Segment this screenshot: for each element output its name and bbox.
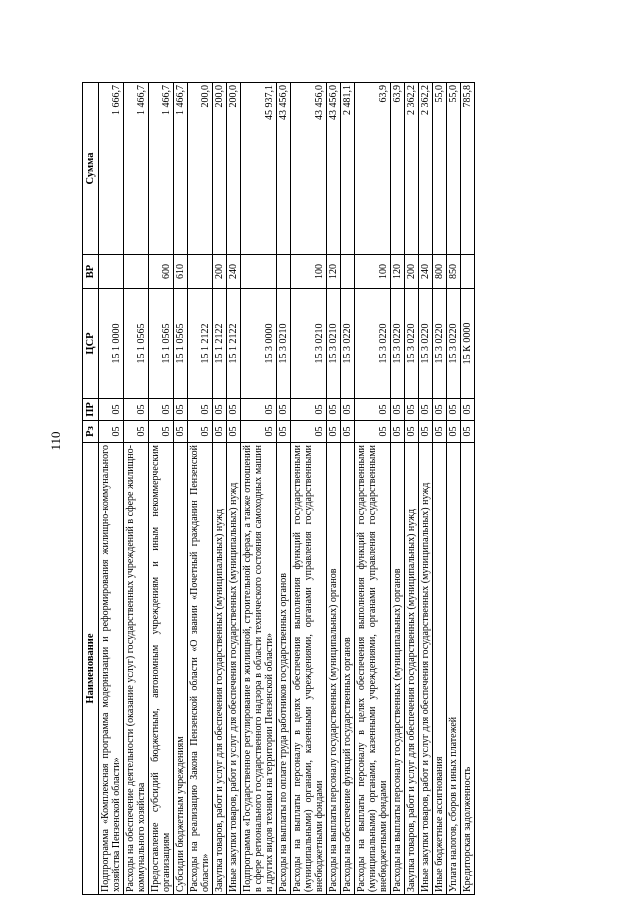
cell-pr: 05 xyxy=(341,399,355,421)
cell-vr: 120 xyxy=(391,255,405,289)
cell-csr: 15 1 2122 xyxy=(213,289,227,399)
cell-vr xyxy=(188,255,213,289)
cell-sum: 43 456,0 xyxy=(327,83,341,255)
cell-rz: 05 xyxy=(277,421,291,443)
header-name: Наименование xyxy=(83,443,99,895)
cell-vr: 610 xyxy=(174,255,188,289)
cell-name: Расходы на обеспечение деятельности (оказание услуг) государственных учреждений в сфере жилищно-коммунального хозяйства xyxy=(124,443,149,895)
table-row xyxy=(341,83,355,895)
cell-name: Закупка товаров, работ и услуг для обеспечения государственных (муниципальных) нужд xyxy=(405,443,419,895)
cell-pr: 05 xyxy=(188,399,213,421)
cell-rz: 05 xyxy=(419,421,433,443)
cell-rz: 05 xyxy=(213,421,227,443)
cell-sum: 1 466,7 xyxy=(174,83,188,255)
cell-vr xyxy=(341,255,355,289)
cell-sum: 1 466,7 xyxy=(149,83,174,255)
header-sum: Сумма xyxy=(83,83,99,255)
cell-csr: 15 3 0220 xyxy=(405,289,419,399)
cell-rz: 05 xyxy=(433,421,447,443)
cell-pr: 05 xyxy=(327,399,341,421)
cell-rz: 05 xyxy=(241,421,277,443)
cell-rz: 05 xyxy=(227,421,241,443)
cell-csr: 15 3 0220 xyxy=(447,289,461,399)
cell-vr: 240 xyxy=(419,255,433,289)
cell-sum: 45 937,1 xyxy=(241,83,277,255)
table-row xyxy=(327,83,341,895)
cell-pr: 05 xyxy=(419,399,433,421)
cell-vr: 600 xyxy=(149,255,174,289)
cell-vr: 850 xyxy=(447,255,461,289)
cell-csr: 15 К 0000 xyxy=(461,289,475,399)
table-row xyxy=(419,83,433,895)
cell-rz: 05 xyxy=(391,421,405,443)
table-row xyxy=(188,83,213,895)
cell-pr: 05 xyxy=(149,399,174,421)
cell-pr: 05 xyxy=(461,399,475,421)
cell-vr xyxy=(461,255,475,289)
table-body xyxy=(99,83,475,895)
cell-vr xyxy=(277,255,291,289)
cell-sum: 1 666,7 xyxy=(99,83,124,255)
cell-pr: 05 xyxy=(391,399,405,421)
cell-csr: 15 3 0220 xyxy=(433,289,447,399)
cell-pr: 05 xyxy=(355,399,391,421)
cell-sum: 2 362,2 xyxy=(405,83,419,255)
cell-pr: 05 xyxy=(277,399,291,421)
cell-csr: 15 1 0000 xyxy=(99,289,124,399)
table-row xyxy=(461,83,475,895)
cell-csr: 15 1 0565 xyxy=(124,289,149,399)
table-header-row xyxy=(83,83,99,895)
table-row xyxy=(391,83,405,895)
cell-csr: 15 3 0210 xyxy=(291,289,327,399)
cell-name: Расходы на выплаты персоналу государственных (муниципальных) органов xyxy=(327,443,341,895)
table-row xyxy=(291,83,327,895)
cell-rz: 05 xyxy=(188,421,213,443)
header-pr: ПР xyxy=(83,399,99,421)
cell-csr: 15 1 0565 xyxy=(174,289,188,399)
cell-name: Расходы на обеспечение функций государственных органов xyxy=(341,443,355,895)
cell-sum: 55,0 xyxy=(447,83,461,255)
cell-vr: 800 xyxy=(433,255,447,289)
cell-vr: 100 xyxy=(291,255,327,289)
cell-vr: 120 xyxy=(327,255,341,289)
cell-vr xyxy=(124,255,149,289)
table-row xyxy=(174,83,188,895)
cell-pr: 05 xyxy=(213,399,227,421)
table-row xyxy=(213,83,227,895)
table-row xyxy=(227,83,241,895)
cell-sum: 200,0 xyxy=(188,83,213,255)
cell-sum: 2 481,1 xyxy=(341,83,355,255)
cell-csr: 15 3 0210 xyxy=(277,289,291,399)
cell-csr: 15 3 0220 xyxy=(355,289,391,399)
cell-sum: 63,9 xyxy=(355,83,391,255)
header-csr: ЦСР xyxy=(83,289,99,399)
table-row xyxy=(241,83,277,895)
cell-csr: 15 1 2122 xyxy=(188,289,213,399)
cell-rz: 05 xyxy=(341,421,355,443)
cell-pr: 05 xyxy=(227,399,241,421)
cell-pr: 05 xyxy=(174,399,188,421)
cell-csr: 15 3 0210 xyxy=(327,289,341,399)
cell-sum: 1 466,7 xyxy=(124,83,149,255)
cell-vr: 100 xyxy=(355,255,391,289)
cell-sum: 200,0 xyxy=(213,83,227,255)
cell-csr: 15 3 0220 xyxy=(341,289,355,399)
table-row xyxy=(405,83,419,895)
cell-rz: 05 xyxy=(149,421,174,443)
cell-pr: 05 xyxy=(99,399,124,421)
cell-pr: 05 xyxy=(405,399,419,421)
cell-name: Подпрограмма «Комплексная программа модернизации и реформирования жилищно-коммунального хозяйства Пензенской области» xyxy=(99,443,124,895)
cell-rz: 05 xyxy=(174,421,188,443)
cell-sum: 2 362,2 xyxy=(419,83,433,255)
cell-rz: 05 xyxy=(291,421,327,443)
cell-pr: 05 xyxy=(241,399,277,421)
cell-vr: 240 xyxy=(227,255,241,289)
cell-rz: 05 xyxy=(461,421,475,443)
cell-rz: 05 xyxy=(355,421,391,443)
cell-name: Иные закупки товаров, работ и услуг для обеспечения государственных (муниципальных) нужд xyxy=(227,443,241,895)
cell-pr: 05 xyxy=(433,399,447,421)
header-rz: Рз xyxy=(83,421,99,443)
cell-rz: 05 xyxy=(99,421,124,443)
cell-name: Субсидии бюджетным учреждениям xyxy=(174,443,188,895)
table-row xyxy=(447,83,461,895)
cell-sum: 43 456,0 xyxy=(291,83,327,255)
cell-vr xyxy=(241,255,277,289)
cell-sum: 43 456,0 xyxy=(277,83,291,255)
cell-sum: 63,9 xyxy=(391,83,405,255)
table-row xyxy=(355,83,391,895)
page-number: 110 xyxy=(48,431,63,451)
cell-vr xyxy=(99,255,124,289)
cell-sum: 55,0 xyxy=(433,83,447,255)
cell-csr: 15 3 0000 xyxy=(241,289,277,399)
cell-csr: 15 1 2122 xyxy=(227,289,241,399)
cell-csr: 15 3 0220 xyxy=(419,289,433,399)
budget-table xyxy=(82,82,475,895)
cell-vr: 200 xyxy=(213,255,227,289)
cell-name: Расходы на выплаты персоналу государственных (муниципальных) органов xyxy=(391,443,405,895)
cell-rz: 05 xyxy=(447,421,461,443)
cell-rz: 05 xyxy=(124,421,149,443)
cell-name: Закупка товаров, работ и услуг для обеспечения государственных (муниципальных) нужд xyxy=(213,443,227,895)
cell-name: Подпрограмма «Государственное регулирование в жилищной, строительной сферах, а также отношений в сфере регионального государственного надзора в области технического состояния самоходных машин и других видов техники на территории Пензенской области» xyxy=(241,443,277,895)
cell-name: Расходы на выплаты персоналу в целях обеспечения выполнения функций государственными (муниципальными) органами, казенными учреждениями, органами управления государственными внебюджетными фондами xyxy=(291,443,327,895)
budget-table-rotated xyxy=(82,83,572,895)
cell-pr: 05 xyxy=(291,399,327,421)
table-row xyxy=(433,83,447,895)
cell-name: Расходы на выплаты персоналу в целях обеспечения выполнения функций государственными (муниципальными) органами, казенными учреждениями, органами управления государственными внебюджетными фондами xyxy=(355,443,391,895)
cell-csr: 15 1 0565 xyxy=(149,289,174,399)
table-row xyxy=(99,83,124,895)
cell-vr: 200 xyxy=(405,255,419,289)
table-row xyxy=(124,83,149,895)
cell-name: Иные закупки товаров, работ и услуг для обеспечения государственных (муниципальных) нужд xyxy=(419,443,433,895)
cell-pr: 05 xyxy=(124,399,149,421)
cell-sum: 200,0 xyxy=(227,83,241,255)
cell-rz: 05 xyxy=(327,421,341,443)
cell-name: Расходы на выплаты по оплате труда работников государственных органов xyxy=(277,443,291,895)
header-vr: ВР xyxy=(83,255,99,289)
cell-sum: 785,8 xyxy=(461,83,475,255)
cell-rz: 05 xyxy=(405,421,419,443)
cell-name: Предоставление субсидий бюджетным, автономным учреждениям и иным некоммерческим организациям xyxy=(149,443,174,895)
cell-name: Иные бюджетные ассигнования xyxy=(433,443,447,895)
table-row xyxy=(277,83,291,895)
cell-name: Кредиторская задолженность xyxy=(461,443,475,895)
table-row xyxy=(149,83,174,895)
cell-csr: 15 3 0220 xyxy=(391,289,405,399)
cell-pr: 05 xyxy=(447,399,461,421)
cell-name: Расходы на реализацию Закона Пензенской области «О звании «Почетный гражданин Пензенской области» xyxy=(188,443,213,895)
cell-name: Уплата налогов, сборов и иных платежей xyxy=(447,443,461,895)
